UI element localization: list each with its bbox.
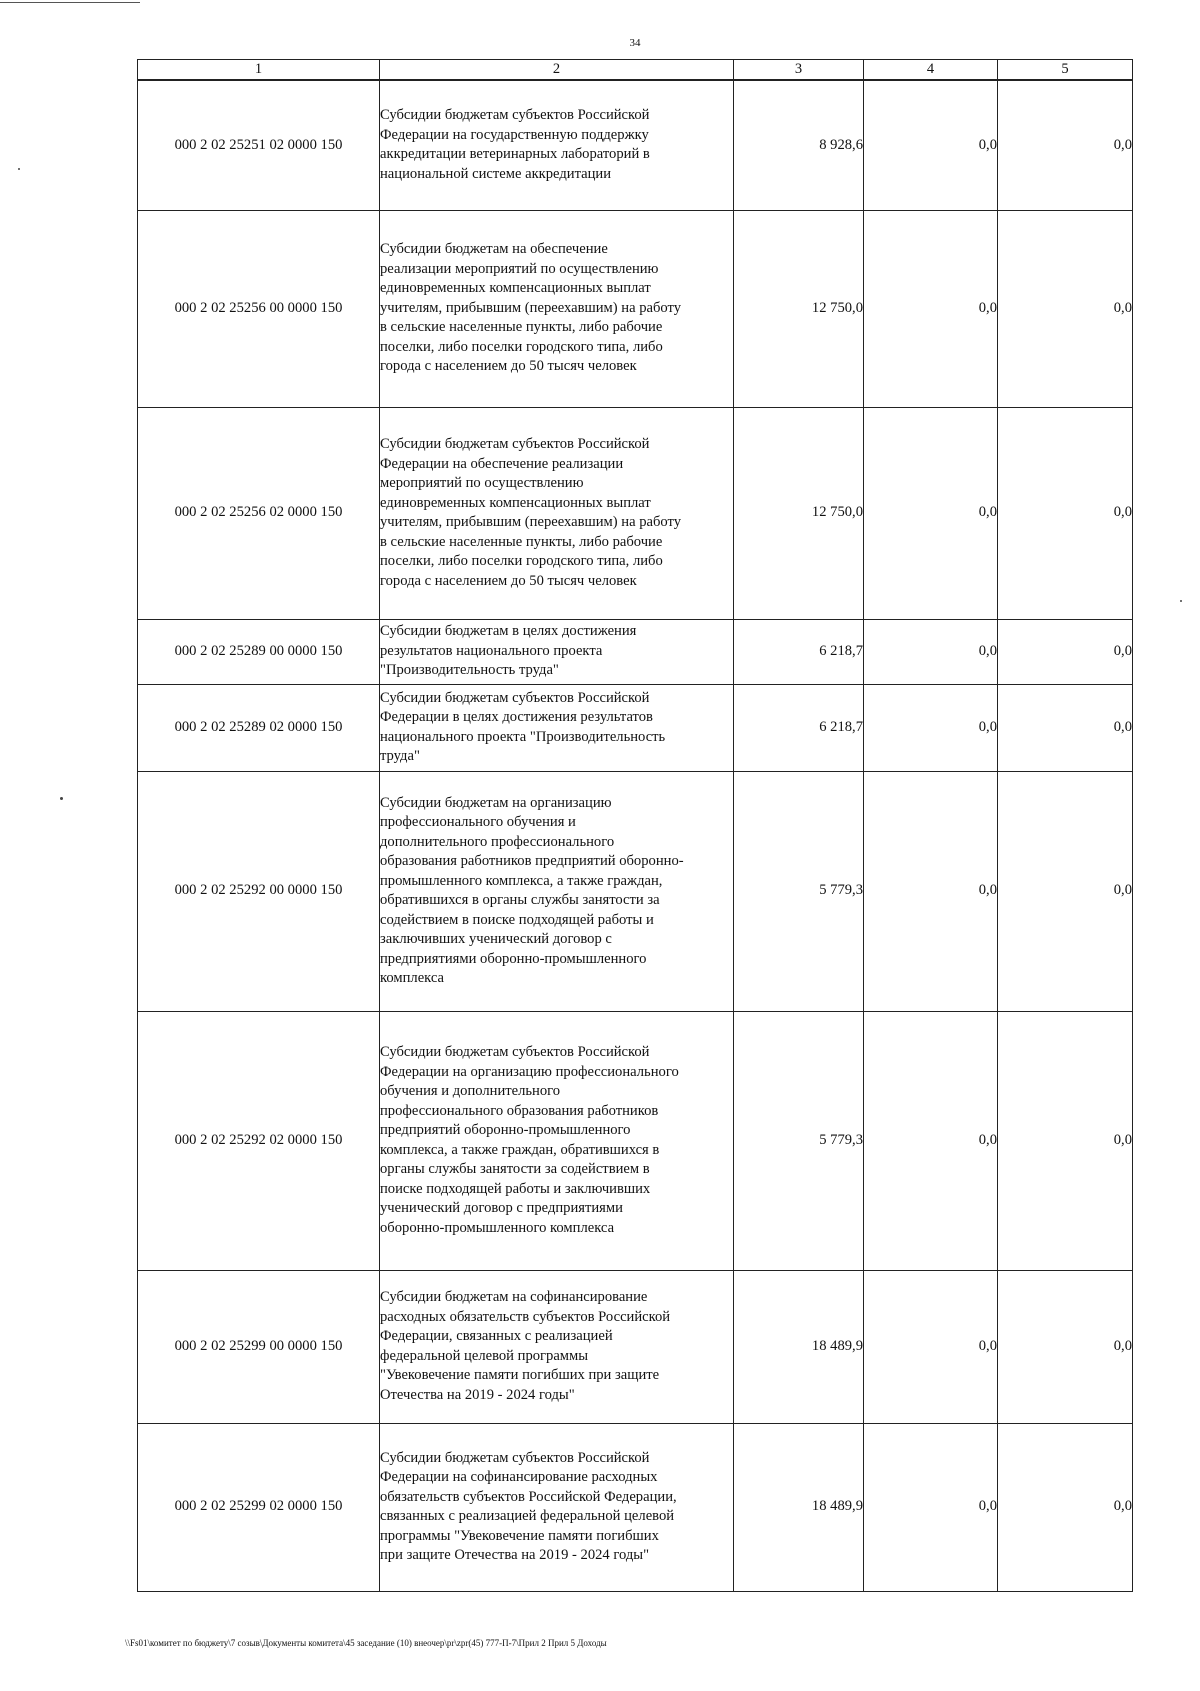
revenue-code: 000 2 02 25251 02 0000 150	[138, 80, 380, 210]
header-col-2: 2	[380, 60, 734, 81]
amount-col-4: 0,0	[864, 684, 998, 771]
scan-speck	[60, 797, 63, 800]
amount-col-5: 0,0	[998, 1270, 1133, 1423]
amount-col-3: 12 750,0	[734, 210, 864, 407]
revenue-description: Субсидии бюджетам на софинансирование расходных обязательств субъектов Российской Федерации, связанных с реализацией федеральной целевой программы "Увековечение памяти погибших при защите Отечества на 2019 - 2024 годы"	[380, 1270, 734, 1423]
amount-col-5: 0,0	[998, 407, 1133, 619]
scan-speck	[1180, 600, 1182, 602]
amount-col-5: 0,0	[998, 1423, 1133, 1591]
revenue-code: 000 2 02 25299 02 0000 150	[138, 1423, 380, 1591]
amount-col-4: 0,0	[864, 407, 998, 619]
revenue-table	[137, 59, 1133, 1592]
header-col-1: 1	[138, 60, 380, 81]
table-row	[138, 1011, 1133, 1270]
amount-col-5: 0,0	[998, 80, 1133, 210]
amount-col-3: 6 218,7	[734, 619, 864, 684]
revenue-description: Субсидии бюджетам субъектов Российской Федерации в целях достижения результатов национального проекта "Производительность труда"	[380, 684, 734, 771]
revenue-code: 000 2 02 25256 00 0000 150	[138, 210, 380, 407]
amount-col-3: 12 750,0	[734, 407, 864, 619]
column-number-header-row	[138, 60, 1133, 81]
header-col-4: 4	[864, 60, 998, 81]
file-path-footer: \\Fs01\комитет по бюджету\7 созыв\Документы комитета\45 заседание (10) внеочер\pr\zpr(45) 777-П-7\Прил 2 Прил 5 Доходы	[125, 1638, 607, 1648]
revenue-code: 000 2 02 25299 00 0000 150	[138, 1270, 380, 1423]
table-row	[138, 771, 1133, 1011]
revenue-description: Субсидии бюджетам на обеспечение реализации мероприятий по осуществлению единовременных компенсационных выплат учителям, прибывшим (переехавшим) на работу в сельские населенные пункты, либо рабочие поселки, либо поселки городского типа, либо города с населением до 50 тысяч человек	[380, 210, 734, 407]
amount-col-3: 18 489,9	[734, 1423, 864, 1591]
table-row	[138, 210, 1133, 407]
header-col-5: 5	[998, 60, 1133, 81]
amount-col-4: 0,0	[864, 80, 998, 210]
amount-col-5: 0,0	[998, 771, 1133, 1011]
amount-col-3: 8 928,6	[734, 80, 864, 210]
table-row	[138, 1423, 1133, 1591]
revenue-description: Субсидии бюджетам на организацию профессионального обучения и дополнительного профессионального образования работников предприятий оборонно- промышленного комплекса, а также граждан, обратившихся в органы службы занятости за содействием в поиске подходящей работы и заключивших ученический договор с предприятиями оборонно-промышленного комплекса	[380, 771, 734, 1011]
amount-col-5: 0,0	[998, 210, 1133, 407]
revenue-code: 000 2 02 25292 00 0000 150	[138, 771, 380, 1011]
amount-col-5: 0,0	[998, 1011, 1133, 1270]
table-row	[138, 619, 1133, 684]
revenue-description: Субсидии бюджетам субъектов Российской Федерации на государственную поддержку аккредитации ветеринарных лабораторий в национальной системе аккредитации	[380, 80, 734, 210]
amount-col-3: 18 489,9	[734, 1270, 864, 1423]
amount-col-3: 6 218,7	[734, 684, 864, 771]
table-row	[138, 1270, 1133, 1423]
amount-col-5: 0,0	[998, 619, 1133, 684]
revenue-description: Субсидии бюджетам субъектов Российской Федерации на организацию профессионального обучения и дополнительного профессионального образования работников предприятий оборонно-промышленного комплекса, а также граждан, обратившихся в органы службы занятости за содействием в поиске подходящей работы и заключивших ученический договор с предприятиями оборонно-промышленного комплекса	[380, 1011, 734, 1270]
amount-col-3: 5 779,3	[734, 771, 864, 1011]
revenue-code: 000 2 02 25289 00 0000 150	[138, 619, 380, 684]
amount-col-3: 5 779,3	[734, 1011, 864, 1270]
amount-col-4: 0,0	[864, 210, 998, 407]
revenue-code: 000 2 02 25256 02 0000 150	[138, 407, 380, 619]
revenue-description: Субсидии бюджетам субъектов Российской Федерации на обеспечение реализации мероприятий по осуществлению единовременных компенсационных выплат учителям, прибывшим (переехавшим) на работу в сельские населенные пункты, либо рабочие поселки, либо поселки городского типа, либо города с населением до 50 тысяч человек	[380, 407, 734, 619]
revenue-description: Субсидии бюджетам в целях достижения результатов национального проекта "Производительность труда"	[380, 619, 734, 684]
table-row	[138, 684, 1133, 771]
revenue-description: Субсидии бюджетам субъектов Российской Федерации на софинансирование расходных обязательств субъектов Российской Федерации, связанных с реализацией федеральной целевой программы "Увековечение памяти погибших при защите Отечества на 2019 - 2024 годы"	[380, 1423, 734, 1591]
amount-col-4: 0,0	[864, 1270, 998, 1423]
amount-col-4: 0,0	[864, 771, 998, 1011]
revenue-code: 000 2 02 25289 02 0000 150	[138, 684, 380, 771]
header-col-3: 3	[734, 60, 864, 81]
table-row	[138, 80, 1133, 210]
scan-speck	[18, 168, 20, 170]
top-edge-rule	[0, 2, 140, 3]
amount-col-4: 0,0	[864, 619, 998, 684]
page-number: 34	[629, 37, 641, 49]
amount-col-5: 0,0	[998, 684, 1133, 771]
table-row	[138, 407, 1133, 619]
amount-col-4: 0,0	[864, 1423, 998, 1591]
amount-col-4: 0,0	[864, 1011, 998, 1270]
revenue-code: 000 2 02 25292 02 0000 150	[138, 1011, 380, 1270]
